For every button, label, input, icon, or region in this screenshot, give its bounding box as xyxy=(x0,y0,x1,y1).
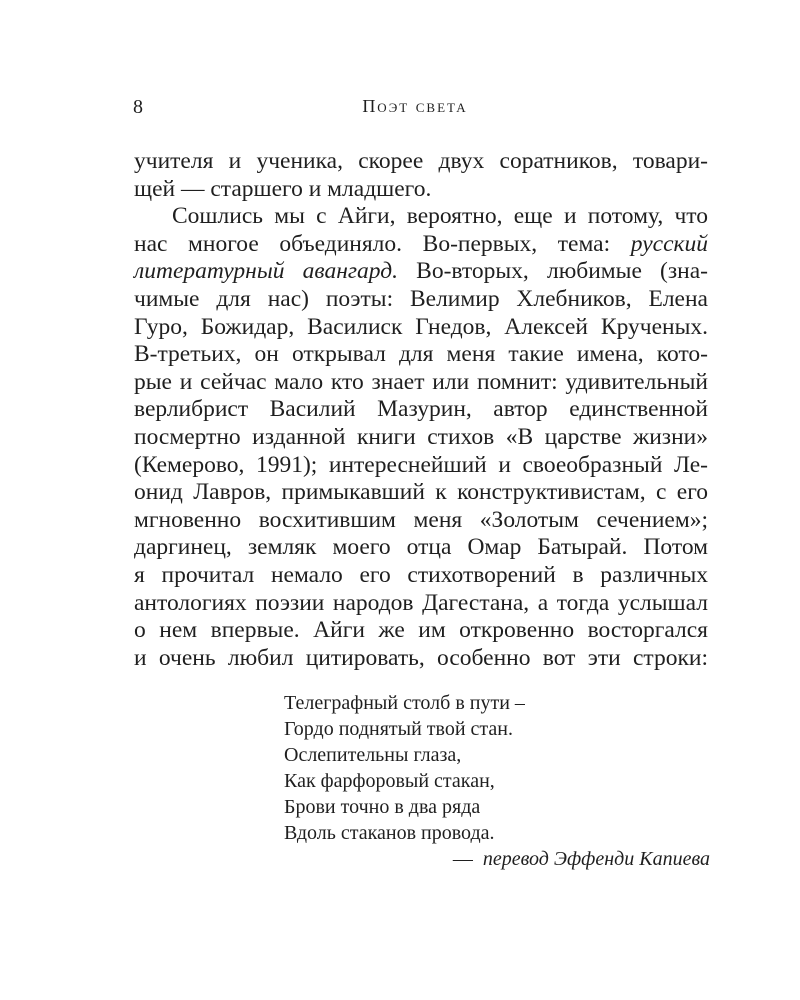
text-line: Гуро, Божидар, Василиск Гнедов, Алексей Крученых. xyxy=(134,313,708,340)
poem-line: Телеграфный столб в пути – xyxy=(284,692,525,714)
attribution-text: перевод Эффенди Капиева xyxy=(482,848,710,870)
text-line: щей — старшего и младшего. xyxy=(134,175,432,202)
text-run: Во-вторых, любимые (зна- xyxy=(397,258,708,285)
text-line: учителя и ученика, скорее двух соратников, товари- xyxy=(134,148,708,174)
text-line: Сошлись мы с Айги, вероятно, еще и потому, что xyxy=(172,203,708,230)
poem-attribution xyxy=(284,846,714,872)
text-line: верлибрист Василий Мазурин, автор единственной xyxy=(134,396,708,423)
poem-line: Как фарфоровый стакан, xyxy=(284,770,495,792)
text-line: (Кемерово, 1991); интереснейший и своеобразный Ле- xyxy=(134,451,708,478)
text-line: и очень любил цитировать, особенно вот эти строки: xyxy=(134,644,708,671)
text-line: В-третьих, он открывал для меня такие имена, кото- xyxy=(134,341,708,368)
text-line: я прочитал немало его стихотворений в различных xyxy=(134,561,708,588)
text-line: о нем впервые. Айги же им откровенно восторгался xyxy=(134,617,708,644)
poem-line: Ослепительны глаза, xyxy=(284,744,462,766)
italic-term: русский xyxy=(630,230,708,257)
text-run: нас многое объединяло. Во-первых, тема: xyxy=(134,230,631,257)
text-line xyxy=(134,258,708,286)
poem-line: Брови точно в два ряда xyxy=(284,796,481,818)
page-number: 8 xyxy=(133,96,143,118)
running-title: Поэт света xyxy=(362,96,468,116)
text-line xyxy=(134,231,708,259)
text-line: посмертно изданной книги стихов «В царстве жизни» xyxy=(134,423,708,450)
poem-quote xyxy=(284,690,714,872)
text-line: рые и сейчас мало кто знает или помнит: удивительный xyxy=(134,368,708,395)
text-line: мгновенно восхитившим меня «Золотым сечением»; xyxy=(134,506,708,533)
text-line: онид Лавров, примыкавший к конструктивистам, с его xyxy=(134,479,708,506)
poem-line: Гордо поднятый твой стан. xyxy=(284,718,513,740)
attribution-dash: — xyxy=(452,848,473,870)
text-line: даргинец, земляк моего отца Омар Батырай. Потом xyxy=(134,534,708,561)
body-text xyxy=(134,148,708,672)
italic-term: литературный авангард. xyxy=(134,258,398,285)
text-line: чимые для нас) поэты: Велимир Хлебников, Елена xyxy=(134,285,708,312)
poem-line: Вдоль стаканов провода. xyxy=(284,822,495,844)
text-line: антологиях поэзии народов Дагестана, а тогда услышал xyxy=(134,589,708,616)
